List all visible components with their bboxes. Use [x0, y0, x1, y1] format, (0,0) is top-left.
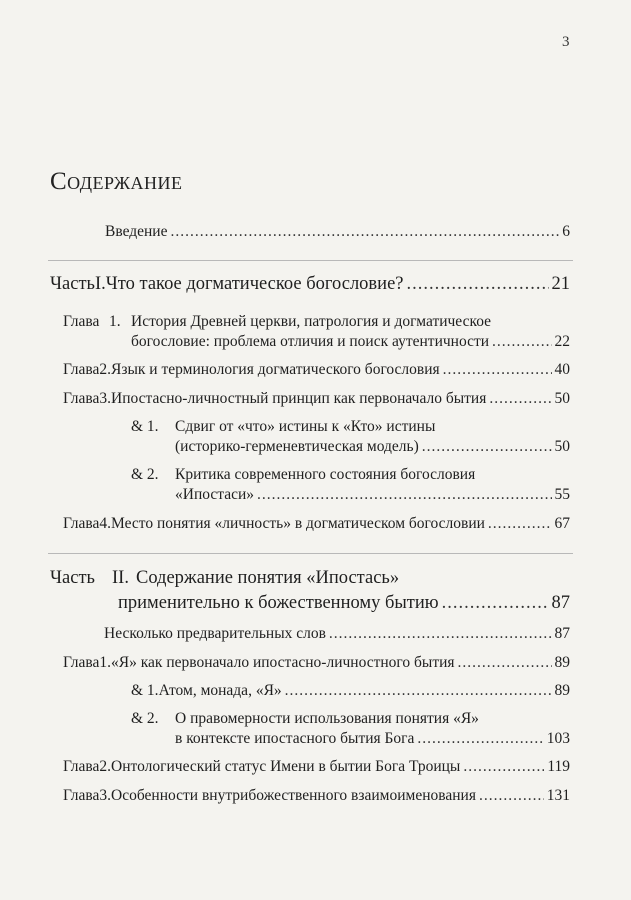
leader-dots [488, 514, 552, 534]
page-title: Содержание [50, 168, 183, 195]
toc-section-2-1[interactable] [131, 681, 570, 701]
leader-dots [170, 222, 559, 242]
part-page: 87 [551, 593, 570, 613]
chapter-label: Глава 1. [63, 313, 121, 330]
chapter-number: 2. [99, 361, 112, 378]
leader-dots [479, 786, 544, 806]
section-page: 55 [554, 486, 570, 503]
chapter-label: Глава [63, 390, 100, 407]
toc-part-2[interactable] [118, 591, 570, 615]
toc-chapter-1-1[interactable] [131, 332, 570, 352]
chapter-page: 50 [554, 390, 570, 407]
section-title-line: О правомерности использования понятия «Я» [175, 710, 479, 727]
toc-section-1-2[interactable] [175, 485, 570, 505]
section-mark: & 2. [131, 466, 159, 483]
entry-title: Несколько предварительных слов [104, 625, 326, 642]
chapter-title: «Я» как первоначало ипостасно-личностного бытия [111, 654, 455, 671]
section-title: Атом, монада, «Я» [158, 682, 282, 699]
section-title-line: в контексте ипостасного бытия Бога [175, 730, 415, 747]
toc-entry-intro[interactable] [105, 222, 570, 242]
chapter-page: 40 [554, 361, 570, 378]
part-label: Часть [50, 568, 95, 588]
leader-dots [463, 757, 544, 777]
leader-dots [417, 729, 543, 749]
toc-preface[interactable] [104, 624, 570, 644]
leader-dots [329, 624, 552, 644]
leader-dots [458, 653, 552, 673]
section-mark: & 1. [131, 418, 159, 435]
page-number: 3 [562, 34, 570, 50]
toc-section-1-1[interactable] [175, 437, 570, 457]
leader-dots [442, 591, 549, 615]
chapter-title-line: История Древней церкви, патрология и догматическое [131, 313, 492, 330]
entry-page: 6 [562, 223, 570, 240]
toc-chapter-2-3[interactable] [63, 786, 570, 806]
leader-dots [492, 332, 551, 352]
toc-part-1[interactable] [50, 272, 570, 296]
toc-chapter-1-2[interactable] [63, 360, 570, 380]
leader-dots [407, 272, 549, 296]
part-numeral: I. [94, 274, 106, 294]
chapter-page: 131 [546, 787, 570, 804]
part-title: Что такое догматическое богословие? [105, 274, 404, 294]
toc-section-2-2[interactable] [175, 729, 570, 749]
chapter-page: 67 [554, 515, 570, 532]
chapter-number: 4. [99, 515, 112, 532]
chapter-label: Глава [63, 758, 100, 775]
section-page: 103 [546, 730, 570, 747]
chapter-title: Ипостасно-личностный принцип как первоначало бытия [111, 390, 487, 407]
leader-dots [257, 485, 551, 505]
chapter-title: Онтологический статус Имени в бытии Бога Троицы [111, 758, 461, 775]
section-title-line: Критика современного состояния богословия [175, 466, 476, 483]
chapter-number: 2. [99, 758, 112, 775]
chapter-title-line: богословие: проблема отличия и поиск аутентичности [131, 333, 490, 350]
chapter-number: 3. [99, 390, 112, 407]
leader-dots [489, 389, 551, 409]
section-mark: & 2. [131, 710, 159, 727]
part-page: 21 [551, 274, 570, 294]
chapter-title: Особенности внутрибожественного взаимоименования [111, 787, 476, 804]
leader-dots [443, 360, 552, 380]
section-divider [48, 260, 573, 261]
leader-dots [422, 437, 552, 457]
entry-title: Введение [105, 223, 168, 240]
part-title-line: применительно к божественному бытию [118, 593, 439, 613]
chapter-label: Глава [63, 787, 100, 804]
section-title-line: Сдвиг от «что» истины к «Кто» истины [175, 418, 436, 435]
chapter-page: 119 [547, 758, 570, 775]
chapter-label: Глава [63, 654, 100, 671]
chapter-title: Язык и терминология догматического богословия [111, 361, 440, 378]
toc-chapter-1-4[interactable] [63, 514, 570, 534]
chapter-title: Место понятия «личность» в догматическом богословии [111, 515, 485, 532]
toc-chapter-2-2[interactable] [63, 757, 570, 777]
part-label: Часть [50, 274, 95, 294]
entry-page: 87 [554, 625, 570, 642]
leader-dots [285, 681, 552, 701]
section-divider [48, 553, 573, 554]
part-numeral: II. [112, 568, 129, 588]
toc-chapter-1-3[interactable] [63, 389, 570, 409]
toc-part-2-heading[interactable] [50, 566, 399, 590]
part-title-line: Содержание понятия «Ипостась» [136, 568, 400, 588]
section-mark: & 1. [131, 682, 159, 699]
section-page: 50 [554, 438, 570, 455]
section-page: 89 [554, 682, 570, 699]
chapter-label: Глава [63, 515, 100, 532]
chapter-number: 1. [99, 654, 112, 671]
chapter-number: 3. [99, 787, 112, 804]
section-title-line: «Ипостаси» [175, 486, 255, 503]
toc-chapter-2-1[interactable] [63, 653, 570, 673]
chapter-page: 22 [554, 333, 570, 350]
chapter-label: Глава [63, 361, 100, 378]
chapter-page: 89 [554, 654, 570, 671]
section-title-line: (историко-герменевтическая модель) [175, 438, 419, 455]
